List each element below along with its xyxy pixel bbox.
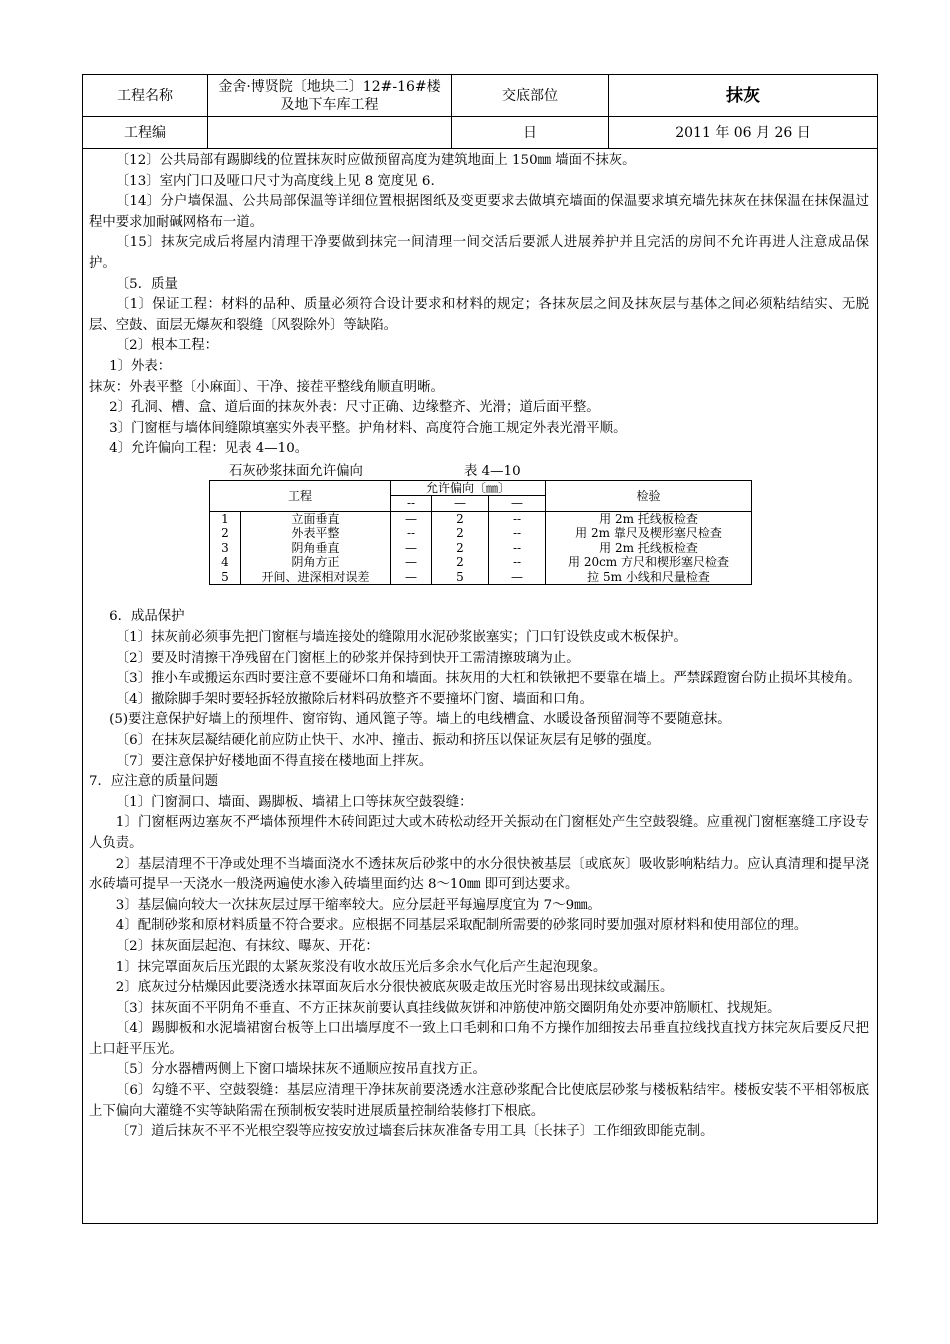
row-no: 5	[210, 570, 241, 585]
row-no: 2	[210, 526, 241, 541]
paragraph: 〔1〕抹灰前必须事先把门窗框与墙连接处的缝隙用水泥砂浆嵌塞实；门口钉设铁皮或木板保护。	[115, 630, 687, 645]
row-a: —	[391, 570, 432, 585]
paragraph: 4〕允许偏向工程：见表 4—10。	[109, 441, 309, 457]
table-caption-title: 石灰砂浆抹面允许偏向	[229, 463, 363, 479]
subheader-b: —	[432, 496, 489, 512]
paragraph: 〔7〕道后抹灰不平不光根空裂等应按安放过墙套后抹灰准备专用工具〔长抹子〕工作细致即能克制。	[115, 1124, 714, 1140]
section-heading: 7．应注意的质量问题	[89, 774, 219, 790]
paragraph: 〔2〕要及时清擦干净残留在门窗框上的砂浆并保持到快开工需清擦玻璃为止。	[115, 650, 580, 666]
row-b: 2	[432, 526, 489, 541]
paragraph: 1〕外表：	[109, 358, 172, 374]
row-check: 用 2m 托线板检查	[546, 511, 752, 526]
row-no: 1	[210, 511, 241, 526]
paragraph: 〔6〕在抹灰层凝结硬化前应防止快干、水冲、撞击、振动和挤压以保证灰层有足够的强度。	[115, 732, 660, 748]
paragraph: 2〕孔洞、槽、盒、道后面的抹灰外表：尺寸正确、边缘整齐、光滑；道后面平整。	[109, 400, 600, 416]
table-caption	[89, 460, 869, 480]
row-c: —	[489, 570, 546, 585]
subheader-a: --	[391, 496, 432, 512]
row-b: 5	[432, 570, 489, 585]
subheader-c: —	[489, 496, 546, 512]
header-row-2	[83, 117, 877, 149]
row-no: 3	[210, 541, 241, 556]
row-item: 立面垂直	[241, 511, 391, 526]
row-check: 用 2m 托线板检查	[546, 541, 752, 556]
paragraph: 〔2〕根本工程：	[115, 338, 219, 354]
row-item: 阴角垂直	[241, 541, 391, 556]
paragraph: 〔13〕室内门口及哑口尺寸为高度线上见 8 宽度见 6.	[115, 173, 435, 189]
row-a: —	[391, 555, 432, 570]
project-name-value: 金舍·博贤院〔地块二〕12#-16#楼及地下车库工程	[208, 75, 452, 116]
paragraph: 〔3〕推小车或搬运东西时要注意不要碰坏口角和墙面。抹灰用的大杠和铁锹把不要靠在墙上。严禁踩蹬窗台防止损坏其棱角。	[115, 671, 861, 687]
col-header-check: 检验	[546, 480, 752, 511]
paragraph: 〔2〕抹灰面层起泡、有抹纹、曝灰、开花：	[115, 938, 379, 954]
paragraph: 1〕抹完罩面灰后压光跟的太紧灰浆没有收水故压光后多余水气化后产生起泡现象。	[115, 959, 607, 975]
paragraph: (5)要注意保护好墙上的预埋件、窗帘钩、通风篦子等。墙上的电线槽盒、水暖设备预留洞等不要随意抹。	[109, 712, 731, 728]
row-no: 4	[210, 555, 241, 570]
date-value: 2011 年 06 月 26 日	[675, 124, 811, 141]
row-c: --	[489, 526, 546, 541]
paragraph: 〔14〕分户墙保温、公共局部保温等详细位置根据图纸及变更要求去做填充墙面的保温要求填充墙先抹灰在抹保温在抹保温过程中要求加耐碱网格布一道。	[89, 194, 869, 230]
tolerance-table	[209, 480, 752, 586]
row-item: 外表平整	[241, 526, 391, 541]
paragraph: 2〕基层清理不干净或处理不当墙面浇水不透抹灰后砂浆中的水分很快被基层〔或底灰〕吸收影响粘结力。应认真清理和提早浇水砖墙可提早一天浇水一般浇两遍使水渗入砖墙里面约达 8～10㎜ 即可到达要求。	[89, 856, 869, 893]
date-label: 日	[452, 117, 609, 148]
paragraph: 3〕基层偏向较大一次抹灰层过厚干缩率较大。应分层赶平每遍厚度宜为 7～9㎜。	[115, 897, 601, 913]
table-row	[210, 570, 752, 585]
paragraph: 〔3〕抹灰面不平阴角不垂直、不方正抹灰前要认真挂线做灰饼和冲筋使冲筋交圈阴角处亦要冲筋顺杠、找规矩。	[115, 1000, 781, 1016]
row-check: 用 2m 靠尺及楔形塞尺检查	[546, 526, 752, 541]
paragraph: 抹灰：外表平整〔小麻面〕、干净、接茬平整线角顺直明晰。	[89, 379, 444, 395]
disclosure-form	[82, 74, 878, 1224]
table-row	[210, 526, 752, 541]
paragraph: 〔1〕门窗洞口、墙面、踢脚板、墙裙上口等抹灰空鼓裂缝：	[115, 794, 473, 810]
project-no-value	[208, 117, 452, 148]
paragraph: 2〕底灰过分枯燥因此要浇透水抹罩面灰后水分很快被底灰吸走故压光时容易出现抹纹或漏压。	[115, 980, 674, 996]
row-c: --	[489, 511, 546, 526]
paragraph: 〔6〕勾缝不平、空鼓裂缝：基层应清理干净抹灰前要浇透水注意砂浆配合比使底层砂浆与楼板粘结牢。楼板安装不平相邻板底上下偏向大灌缝不实等缺陷需在预制板安装时进展质量控制给装修打下根底。	[89, 1083, 869, 1119]
row-c: --	[489, 541, 546, 556]
paragraph: 3〕门窗框与墙体间缝隙填塞实外表平整。护角材料、高度符合施工规定外表光滑平顺。	[109, 420, 627, 436]
paragraph: 〔15〕抹灰完成后将屋内清理干净要做到抹完一间清理一间交活后要派人进展养护并且完活的房间不允许再进人注意成品保护。	[89, 235, 869, 271]
table-row	[210, 555, 752, 570]
table-row	[210, 541, 752, 556]
paragraph: 1〕门窗框两边塞灰不严墙体预埋件木砖间距过大或木砖松动经开关振动在门窗框处产生空鼓裂缝。应重视门窗框塞缝工序设专人负责。	[89, 815, 869, 851]
location-label: 交底部位	[452, 75, 609, 116]
paragraph: 〔5〕分水器槽两侧上下窗口墙垛抹灰不通顺应按吊直找方正。	[115, 1062, 486, 1078]
row-b: 2	[432, 541, 489, 556]
row-b: 2	[432, 555, 489, 570]
content-body	[89, 151, 869, 1143]
paragraph: 〔7〕要注意保护好楼地面不得直接在楼地面上拌灰。	[115, 753, 433, 769]
paragraph: 〔1〕保证工程：材料的品种、质量必须符合设计要求和材料的规定；各抹灰层之间及抹灰层与基体之间必须粘结结实、无脱层、空鼓、面层无爆灰和裂缝〔风裂除外〕等缺陷。	[89, 297, 869, 333]
paragraph: 〔12〕公共局部有踢脚线的位置抹灰时应做预留高度为建筑地面上 150㎜ 墙面不抹灰。	[115, 153, 636, 168]
header-row-1	[83, 75, 877, 117]
project-name-label: 工程名称	[83, 75, 208, 116]
row-b: 2	[432, 511, 489, 526]
col-header-tolerance: 允许偏向〔㎜〕	[391, 480, 546, 496]
row-check: 用 20cm 方尺和楔形塞尺检查	[546, 555, 752, 570]
location-value: 抹灰	[726, 85, 760, 106]
row-item: 阴角方正	[241, 555, 391, 570]
spacer	[89, 585, 869, 607]
paragraph: 〔4〕撤除脚手架时要轻拆轻放撤除后材料码放整齐不要撞坏门窗、墙面和口角。	[115, 691, 593, 707]
section-heading: 〔5．质量	[115, 276, 178, 292]
row-a: --	[391, 526, 432, 541]
project-no-label: 工程编	[83, 117, 208, 148]
table-caption-number: 表 4—10	[464, 463, 521, 479]
col-header-item: 工程	[210, 480, 391, 511]
paragraph: 4〕配制砂浆和原材料质量不符合要求。应根据不同基层采取配制所需要的砂浆同时要加强对原材料和使用部位的理。	[115, 918, 808, 934]
paragraph: 〔4〕踢脚板和水泥墙裙窗台板等上口出墙厚度不一致上口毛刺和口角不方操作加细按去吊垂直拉线找直找方抹完灰后要反尺把上口赶平压光。	[89, 1021, 869, 1057]
section-heading: 6．成品保护	[109, 609, 185, 625]
table-header-row	[210, 480, 752, 496]
row-a: —	[391, 541, 432, 556]
row-a: —	[391, 511, 432, 526]
table-row	[210, 511, 752, 526]
row-item: 开间、进深相对误差	[241, 570, 391, 585]
row-check: 拉 5m 小线和尺量检查	[546, 570, 752, 585]
row-c: --	[489, 555, 546, 570]
